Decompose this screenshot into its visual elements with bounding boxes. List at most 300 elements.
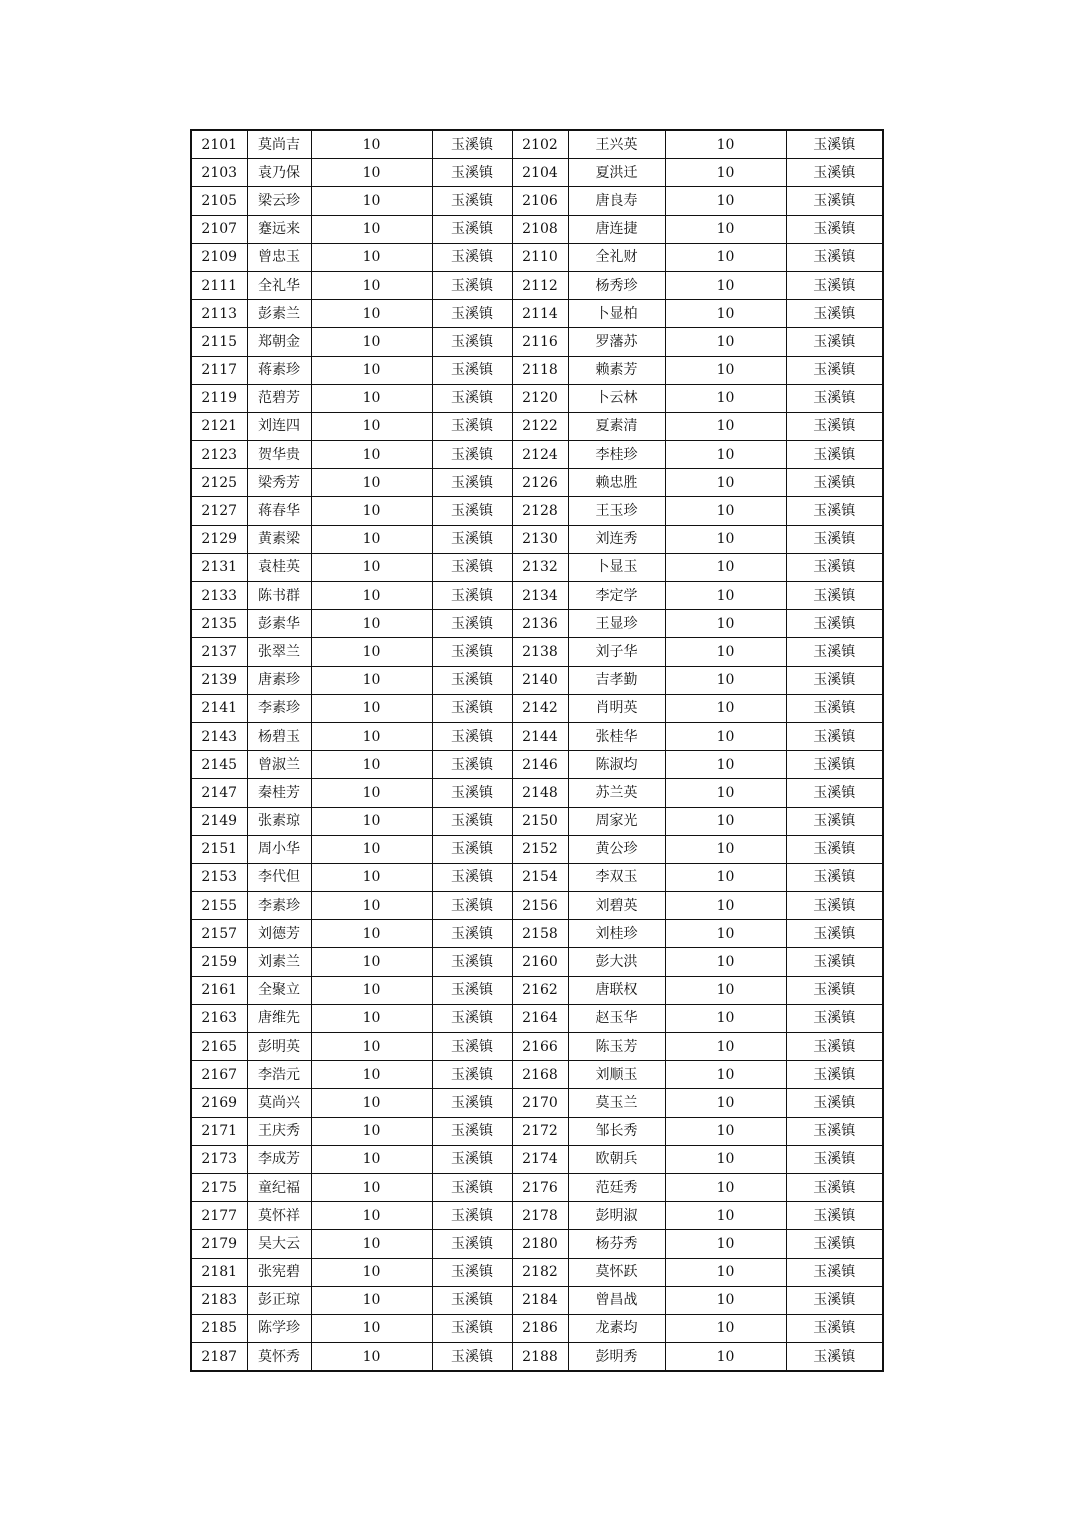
record-number-cell: 2113: [191, 300, 247, 328]
record-number-cell: 2180: [512, 1230, 568, 1258]
township-cell: 玉溪镇: [786, 1033, 883, 1061]
amount-cell: 10: [311, 243, 432, 271]
amount-cell: 10: [311, 1202, 432, 1230]
township-cell: 玉溪镇: [432, 300, 512, 328]
township-cell: 玉溪镇: [786, 920, 883, 948]
person-name-cell: 龙素均: [568, 1314, 665, 1342]
township-cell: 玉溪镇: [432, 1230, 512, 1258]
amount-cell: 10: [665, 1343, 786, 1372]
record-number-cell: 2177: [191, 1202, 247, 1230]
township-cell: 玉溪镇: [432, 384, 512, 412]
township-cell: 玉溪镇: [786, 1145, 883, 1173]
amount-cell: 10: [665, 271, 786, 299]
township-cell: 玉溪镇: [786, 1004, 883, 1032]
record-number-cell: 2154: [512, 863, 568, 891]
table-row: [191, 271, 883, 299]
table-row: [191, 497, 883, 525]
township-cell: 玉溪镇: [432, 1004, 512, 1032]
amount-cell: 10: [665, 694, 786, 722]
table-row: [191, 187, 883, 215]
amount-cell: 10: [665, 751, 786, 779]
township-cell: 玉溪镇: [432, 751, 512, 779]
record-number-cell: 2121: [191, 412, 247, 440]
record-number-cell: 2119: [191, 384, 247, 412]
amount-cell: 10: [665, 1145, 786, 1173]
amount-cell: 10: [665, 1061, 786, 1089]
township-cell: 玉溪镇: [786, 892, 883, 920]
township-cell: 玉溪镇: [432, 1089, 512, 1117]
person-name-cell: 邹长秀: [568, 1117, 665, 1145]
record-number-cell: 2140: [512, 666, 568, 694]
person-name-cell: 全礼财: [568, 243, 665, 271]
record-number-cell: 2185: [191, 1314, 247, 1342]
record-number-cell: 2115: [191, 328, 247, 356]
record-number-cell: 2105: [191, 187, 247, 215]
person-name-cell: 李素珍: [247, 892, 311, 920]
township-cell: 玉溪镇: [786, 159, 883, 187]
township-cell: 玉溪镇: [786, 1202, 883, 1230]
township-cell: 玉溪镇: [432, 1173, 512, 1201]
amount-cell: 10: [311, 1117, 432, 1145]
record-number-cell: 2103: [191, 159, 247, 187]
township-cell: 玉溪镇: [786, 130, 883, 159]
township-cell: 玉溪镇: [786, 384, 883, 412]
person-name-cell: 彭素兰: [247, 300, 311, 328]
township-cell: 玉溪镇: [786, 666, 883, 694]
table-row: [191, 1004, 883, 1032]
amount-cell: 10: [665, 1089, 786, 1117]
township-cell: 玉溪镇: [786, 356, 883, 384]
record-number-cell: 2120: [512, 384, 568, 412]
township-cell: 玉溪镇: [432, 948, 512, 976]
record-number-cell: 2186: [512, 1314, 568, 1342]
amount-cell: 10: [665, 1173, 786, 1201]
person-name-cell: 蹇远来: [247, 215, 311, 243]
amount-cell: 10: [311, 638, 432, 666]
record-number-cell: 2106: [512, 187, 568, 215]
person-name-cell: 张素琼: [247, 807, 311, 835]
township-cell: 玉溪镇: [786, 1286, 883, 1314]
township-cell: 玉溪镇: [432, 1033, 512, 1061]
record-number-cell: 2117: [191, 356, 247, 384]
record-number-cell: 2126: [512, 469, 568, 497]
person-name-cell: 梁秀芳: [247, 469, 311, 497]
table-row: [191, 469, 883, 497]
amount-cell: 10: [665, 328, 786, 356]
table-row: [191, 1173, 883, 1201]
person-name-cell: 赵玉华: [568, 1004, 665, 1032]
amount-cell: 10: [665, 835, 786, 863]
record-number-cell: 2111: [191, 271, 247, 299]
record-number-cell: 2144: [512, 722, 568, 750]
amount-cell: 10: [665, 412, 786, 440]
person-name-cell: 王显珍: [568, 610, 665, 638]
person-name-cell: 彭明秀: [568, 1343, 665, 1372]
township-cell: 玉溪镇: [786, 525, 883, 553]
person-name-cell: 刘德芳: [247, 920, 311, 948]
amount-cell: 10: [311, 1004, 432, 1032]
table-row: [191, 1145, 883, 1173]
record-number-cell: 2179: [191, 1230, 247, 1258]
person-name-cell: 贺华贵: [247, 441, 311, 469]
person-name-cell: 唐素珍: [247, 666, 311, 694]
table-row: [191, 1230, 883, 1258]
amount-cell: 10: [311, 1089, 432, 1117]
amount-cell: 10: [665, 130, 786, 159]
record-number-cell: 2129: [191, 525, 247, 553]
township-cell: 玉溪镇: [786, 638, 883, 666]
record-number-cell: 2170: [512, 1089, 568, 1117]
record-number-cell: 2134: [512, 582, 568, 610]
person-name-cell: 袁桂英: [247, 553, 311, 581]
record-number-cell: 2122: [512, 412, 568, 440]
township-cell: 玉溪镇: [786, 779, 883, 807]
person-name-cell: 卜云林: [568, 384, 665, 412]
township-cell: 玉溪镇: [432, 722, 512, 750]
table-row: [191, 694, 883, 722]
township-cell: 玉溪镇: [786, 582, 883, 610]
person-name-cell: 张翠兰: [247, 638, 311, 666]
township-cell: 玉溪镇: [432, 412, 512, 440]
amount-cell: 10: [311, 497, 432, 525]
person-name-cell: 彭明英: [247, 1033, 311, 1061]
township-cell: 玉溪镇: [432, 920, 512, 948]
table-row: [191, 441, 883, 469]
township-cell: 玉溪镇: [432, 666, 512, 694]
record-number-cell: 2143: [191, 722, 247, 750]
township-cell: 玉溪镇: [432, 215, 512, 243]
amount-cell: 10: [665, 300, 786, 328]
person-name-cell: 李浩元: [247, 1061, 311, 1089]
amount-cell: 10: [311, 779, 432, 807]
record-number-cell: 2123: [191, 441, 247, 469]
record-number-cell: 2167: [191, 1061, 247, 1089]
record-number-cell: 2161: [191, 976, 247, 1004]
person-name-cell: 杨秀珍: [568, 271, 665, 299]
amount-cell: 10: [311, 892, 432, 920]
township-cell: 玉溪镇: [432, 1258, 512, 1286]
township-cell: 玉溪镇: [786, 1061, 883, 1089]
township-cell: 玉溪镇: [432, 779, 512, 807]
person-name-cell: 刘碧英: [568, 892, 665, 920]
person-name-cell: 李代但: [247, 863, 311, 891]
person-name-cell: 卜显玉: [568, 553, 665, 581]
table-row: [191, 1089, 883, 1117]
person-name-cell: 赖素芳: [568, 356, 665, 384]
person-name-cell: 曾昌战: [568, 1286, 665, 1314]
person-name-cell: 周家光: [568, 807, 665, 835]
township-cell: 玉溪镇: [432, 1117, 512, 1145]
amount-cell: 10: [311, 1314, 432, 1342]
person-name-cell: 蒋素珍: [247, 356, 311, 384]
table-row: [191, 1202, 883, 1230]
record-number-cell: 2178: [512, 1202, 568, 1230]
person-name-cell: 唐连捷: [568, 215, 665, 243]
township-cell: 玉溪镇: [786, 807, 883, 835]
amount-cell: 10: [665, 948, 786, 976]
amount-cell: 10: [311, 384, 432, 412]
township-cell: 玉溪镇: [432, 863, 512, 891]
amount-cell: 10: [311, 441, 432, 469]
person-name-cell: 杨碧玉: [247, 722, 311, 750]
table-row: [191, 610, 883, 638]
record-number-cell: 2188: [512, 1343, 568, 1372]
person-name-cell: 黄公珍: [568, 835, 665, 863]
record-number-cell: 2158: [512, 920, 568, 948]
amount-cell: 10: [665, 1258, 786, 1286]
person-name-cell: 童纪福: [247, 1173, 311, 1201]
person-name-cell: 张桂华: [568, 722, 665, 750]
amount-cell: 10: [311, 920, 432, 948]
amount-cell: 10: [311, 976, 432, 1004]
table-row: [191, 1061, 883, 1089]
township-cell: 玉溪镇: [432, 243, 512, 271]
person-name-cell: 范廷秀: [568, 1173, 665, 1201]
record-number-cell: 2131: [191, 553, 247, 581]
person-name-cell: 刘素兰: [247, 948, 311, 976]
person-name-cell: 王玉珍: [568, 497, 665, 525]
amount-cell: 10: [665, 441, 786, 469]
record-number-cell: 2141: [191, 694, 247, 722]
record-number-cell: 2172: [512, 1117, 568, 1145]
table-row: [191, 835, 883, 863]
township-cell: 玉溪镇: [786, 948, 883, 976]
amount-cell: 10: [311, 666, 432, 694]
township-cell: 玉溪镇: [432, 892, 512, 920]
record-number-cell: 2151: [191, 835, 247, 863]
township-cell: 玉溪镇: [786, 1258, 883, 1286]
person-name-cell: 彭正琼: [247, 1286, 311, 1314]
township-cell: 玉溪镇: [432, 159, 512, 187]
person-name-cell: 范碧芳: [247, 384, 311, 412]
person-name-cell: 欧朝兵: [568, 1145, 665, 1173]
table-row: [191, 356, 883, 384]
person-name-cell: 夏洪迁: [568, 159, 665, 187]
person-name-cell: 李成芳: [247, 1145, 311, 1173]
table-row: [191, 751, 883, 779]
record-number-cell: 2153: [191, 863, 247, 891]
person-name-cell: 苏兰英: [568, 779, 665, 807]
table-row: [191, 863, 883, 891]
amount-cell: 10: [311, 694, 432, 722]
record-number-cell: 2127: [191, 497, 247, 525]
table-row: [191, 807, 883, 835]
amount-cell: 10: [665, 807, 786, 835]
record-number-cell: 2156: [512, 892, 568, 920]
record-number-cell: 2142: [512, 694, 568, 722]
roster-body: [191, 130, 883, 1371]
township-cell: 玉溪镇: [786, 187, 883, 215]
township-cell: 玉溪镇: [432, 356, 512, 384]
amount-cell: 10: [311, 215, 432, 243]
amount-cell: 10: [311, 807, 432, 835]
person-name-cell: 莫尚兴: [247, 1089, 311, 1117]
person-name-cell: 周小华: [247, 835, 311, 863]
table-row: [191, 525, 883, 553]
person-name-cell: 彭明淑: [568, 1202, 665, 1230]
amount-cell: 10: [665, 469, 786, 497]
township-cell: 玉溪镇: [786, 300, 883, 328]
township-cell: 玉溪镇: [786, 1173, 883, 1201]
township-cell: 玉溪镇: [432, 1061, 512, 1089]
amount-cell: 10: [311, 159, 432, 187]
amount-cell: 10: [311, 328, 432, 356]
table-row: [191, 1258, 883, 1286]
township-cell: 玉溪镇: [432, 976, 512, 1004]
amount-cell: 10: [665, 553, 786, 581]
amount-cell: 10: [311, 1286, 432, 1314]
amount-cell: 10: [665, 1004, 786, 1032]
person-name-cell: 莫尚吉: [247, 130, 311, 159]
table-row: [191, 1286, 883, 1314]
amount-cell: 10: [311, 356, 432, 384]
person-name-cell: 夏素清: [568, 412, 665, 440]
township-cell: 玉溪镇: [432, 1286, 512, 1314]
table-row: [191, 412, 883, 440]
amount-cell: 10: [311, 610, 432, 638]
amount-cell: 10: [311, 187, 432, 215]
amount-cell: 10: [311, 271, 432, 299]
person-name-cell: 曾忠玉: [247, 243, 311, 271]
amount-cell: 10: [665, 1230, 786, 1258]
person-name-cell: 肖明英: [568, 694, 665, 722]
record-number-cell: 2135: [191, 610, 247, 638]
amount-cell: 10: [311, 751, 432, 779]
person-name-cell: 罗藩苏: [568, 328, 665, 356]
amount-cell: 10: [311, 469, 432, 497]
person-name-cell: 莫怀跃: [568, 1258, 665, 1286]
amount-cell: 10: [311, 1145, 432, 1173]
amount-cell: 10: [311, 722, 432, 750]
table-row: [191, 892, 883, 920]
amount-cell: 10: [665, 1314, 786, 1342]
person-name-cell: 莫玉兰: [568, 1089, 665, 1117]
record-number-cell: 2163: [191, 1004, 247, 1032]
township-cell: 玉溪镇: [786, 412, 883, 440]
record-number-cell: 2136: [512, 610, 568, 638]
person-name-cell: 彭素华: [247, 610, 311, 638]
person-name-cell: 袁乃保: [247, 159, 311, 187]
record-number-cell: 2102: [512, 130, 568, 159]
township-cell: 玉溪镇: [786, 1343, 883, 1372]
person-name-cell: 刘顺玉: [568, 1061, 665, 1089]
amount-cell: 10: [665, 1286, 786, 1314]
record-number-cell: 2174: [512, 1145, 568, 1173]
person-name-cell: 赖忠胜: [568, 469, 665, 497]
record-number-cell: 2166: [512, 1033, 568, 1061]
table-row: [191, 159, 883, 187]
township-cell: 玉溪镇: [432, 328, 512, 356]
person-name-cell: 梁云珍: [247, 187, 311, 215]
person-name-cell: 莫怀祥: [247, 1202, 311, 1230]
township-cell: 玉溪镇: [432, 694, 512, 722]
township-cell: 玉溪镇: [786, 1230, 883, 1258]
township-cell: 玉溪镇: [432, 271, 512, 299]
amount-cell: 10: [665, 215, 786, 243]
amount-cell: 10: [311, 1033, 432, 1061]
township-cell: 玉溪镇: [786, 976, 883, 1004]
township-cell: 玉溪镇: [432, 187, 512, 215]
table-row: [191, 948, 883, 976]
record-number-cell: 2108: [512, 215, 568, 243]
roster-table: [190, 129, 884, 1372]
amount-cell: 10: [311, 948, 432, 976]
amount-cell: 10: [665, 863, 786, 891]
record-number-cell: 2181: [191, 1258, 247, 1286]
person-name-cell: 刘子华: [568, 638, 665, 666]
amount-cell: 10: [311, 1230, 432, 1258]
record-number-cell: 2183: [191, 1286, 247, 1314]
table-row: [191, 328, 883, 356]
person-name-cell: 唐良寿: [568, 187, 665, 215]
amount-cell: 10: [665, 525, 786, 553]
amount-cell: 10: [665, 187, 786, 215]
person-name-cell: 王兴英: [568, 130, 665, 159]
record-number-cell: 2145: [191, 751, 247, 779]
township-cell: 玉溪镇: [786, 328, 883, 356]
table-row: [191, 779, 883, 807]
amount-cell: 10: [665, 638, 786, 666]
table-row: [191, 638, 883, 666]
township-cell: 玉溪镇: [786, 1314, 883, 1342]
record-number-cell: 2162: [512, 976, 568, 1004]
amount-cell: 10: [665, 779, 786, 807]
amount-cell: 10: [311, 1061, 432, 1089]
record-number-cell: 2176: [512, 1173, 568, 1201]
record-number-cell: 2150: [512, 807, 568, 835]
record-number-cell: 2146: [512, 751, 568, 779]
amount-cell: 10: [665, 1202, 786, 1230]
township-cell: 玉溪镇: [786, 497, 883, 525]
amount-cell: 10: [311, 863, 432, 891]
record-number-cell: 2137: [191, 638, 247, 666]
amount-cell: 10: [665, 384, 786, 412]
record-number-cell: 2184: [512, 1286, 568, 1314]
person-name-cell: 王庆秀: [247, 1117, 311, 1145]
amount-cell: 10: [665, 582, 786, 610]
township-cell: 玉溪镇: [786, 553, 883, 581]
person-name-cell: 李双玉: [568, 863, 665, 891]
record-number-cell: 2182: [512, 1258, 568, 1286]
table-row: [191, 1314, 883, 1342]
table-row: [191, 1033, 883, 1061]
record-number-cell: 2130: [512, 525, 568, 553]
person-name-cell: 陈学珍: [247, 1314, 311, 1342]
person-name-cell: 李定学: [568, 582, 665, 610]
record-number-cell: 2109: [191, 243, 247, 271]
record-number-cell: 2125: [191, 469, 247, 497]
township-cell: 玉溪镇: [432, 835, 512, 863]
township-cell: 玉溪镇: [432, 582, 512, 610]
amount-cell: 10: [311, 130, 432, 159]
township-cell: 玉溪镇: [786, 694, 883, 722]
township-cell: 玉溪镇: [786, 1089, 883, 1117]
record-number-cell: 2112: [512, 271, 568, 299]
amount-cell: 10: [665, 666, 786, 694]
person-name-cell: 李素珍: [247, 694, 311, 722]
township-cell: 玉溪镇: [786, 271, 883, 299]
record-number-cell: 2171: [191, 1117, 247, 1145]
amount-cell: 10: [311, 412, 432, 440]
table-row: [191, 300, 883, 328]
table-row: [191, 215, 883, 243]
person-name-cell: 刘桂珍: [568, 920, 665, 948]
amount-cell: 10: [311, 1258, 432, 1286]
table-row: [191, 582, 883, 610]
township-cell: 玉溪镇: [786, 243, 883, 271]
record-number-cell: 2116: [512, 328, 568, 356]
table-row: [191, 1117, 883, 1145]
